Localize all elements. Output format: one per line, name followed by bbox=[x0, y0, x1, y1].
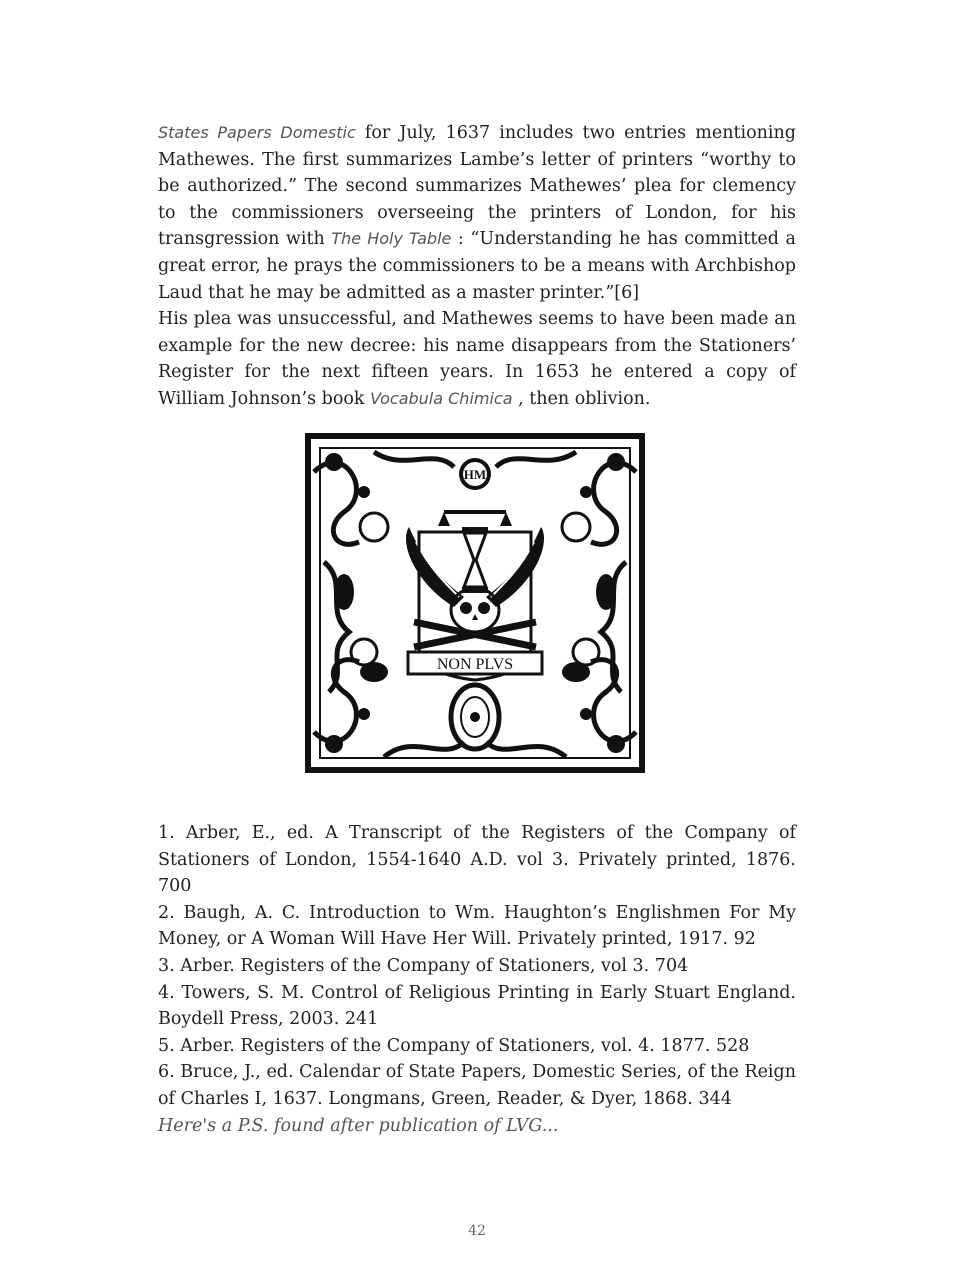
printers-device-woodcut bbox=[304, 432, 646, 774]
paragraph-2-text-b: , then oblivion. bbox=[512, 388, 651, 409]
paragraph-1-text-a: for July, 1637 includes two entries mentioning Mathewes. The first summarizes Lambe’s letter of printers “worthy to be authorized.” The second summarizes Mathewes’ plea for clemency to the commissioners overseeing the printers of London, for his transgression with bbox=[158, 123, 796, 250]
body-text bbox=[158, 120, 796, 413]
book-title-holy-table: The Holy Table bbox=[331, 229, 452, 249]
references-list bbox=[158, 820, 796, 1139]
banner-motto: NON PLVS bbox=[436, 656, 514, 673]
reference-item: 5. Arber. Registers of the Company of Stationers, vol. 4. 1877. 528 bbox=[158, 1035, 750, 1056]
woodcut-image bbox=[304, 432, 646, 774]
monogram-text: HM bbox=[463, 467, 487, 482]
reference-item: 1. Arber, E., ed. A Transcript of the Registers of the Company of Stationers of London, 1554-1640 A.D. vol 3. Privately printed, 1876. 700 bbox=[158, 823, 796, 897]
paragraph-2-text-a: His plea was unsuccessful, and Mathewes seems to have been made an example for the new decree: his name disappears from the Stationers’ Register for the next fifteen years. In 1653 he entered a copy of William Johnson’s book bbox=[158, 309, 796, 409]
page-number: 42 bbox=[468, 1223, 486, 1239]
paragraph-1 bbox=[158, 120, 796, 306]
postscript-link[interactable]: Here's a P.S. found after publication of LVG... bbox=[158, 1115, 559, 1136]
reference-item: 2. Baugh, A. C. Introduction to Wm. Haughton’s Englishmen For My Money, or A Woman Will Have Her Will. Privately printed, 1917. 92 bbox=[158, 902, 796, 950]
paragraph-2 bbox=[158, 306, 796, 412]
book-title-vocabula-chimica: Vocabula Chimica bbox=[370, 388, 513, 408]
book-title-states-papers: States Papers Domestic bbox=[158, 123, 356, 142]
reference-item: 6. Bruce, J., ed. Calendar of State Papers, Domestic Series, of the Reign of Charles I, 1637. Longmans, Green, Reader, & Dyer, 1868. 344 bbox=[158, 1062, 796, 1109]
reference-item: 3. Arber. Registers of the Company of Stationers, vol 3. 704 bbox=[158, 955, 689, 976]
reference-item: 4. Towers, S. M. Control of Religious Printing in Early Stuart England. Boydell Press, 2003. 241 bbox=[158, 982, 796, 1030]
paragraph-1-text-b: : “Understanding he has committed a great error, he prays the commissioners to be a means with Archbishop Laud that he may be admitted as a master printer.”[6] bbox=[158, 229, 796, 303]
